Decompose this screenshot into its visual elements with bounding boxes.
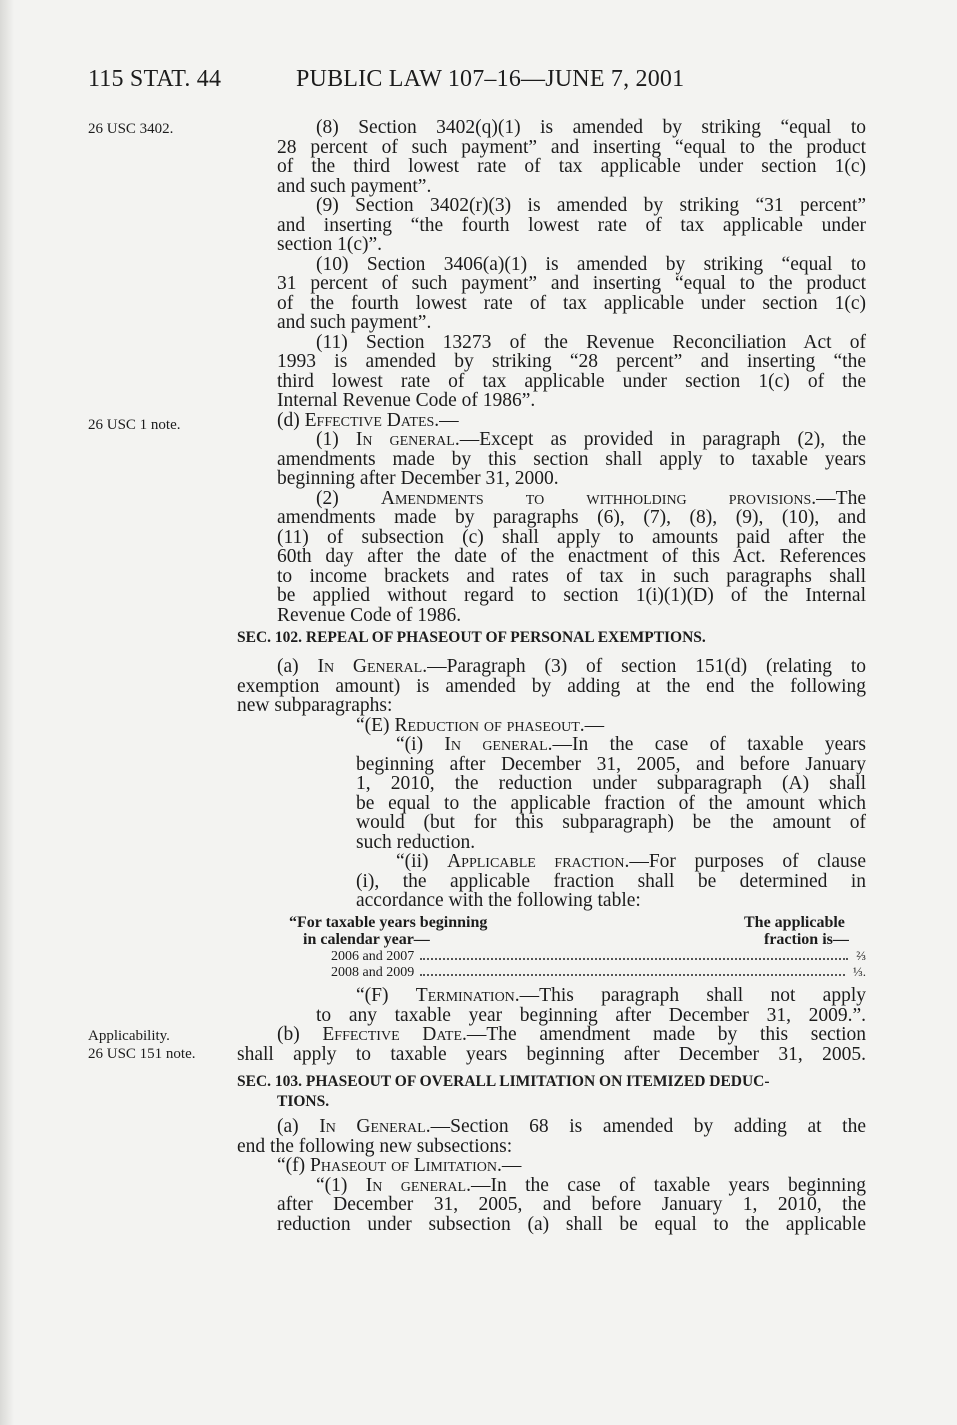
clause-text: .—In the case of taxable years [547, 734, 866, 755]
clause-i-line: beginning after December 31, 2005, and before January [356, 754, 866, 775]
paragraph-11-line: 1993 is amended by striking “28 percent” and inserting “the [277, 351, 866, 372]
clause-ii-line: (i), the applicable fraction shall be determined in [356, 871, 866, 892]
paragraph-10-line: and such payment”. [277, 312, 432, 333]
table-cell-fraction: ⅓. [853, 964, 866, 979]
paragraph-8-line: 28 percent of such payment” and inserting “equal to the product [277, 137, 866, 158]
paragraph-label: “(1) [316, 1175, 366, 1196]
paragraph-8-line: and such payment”. [277, 176, 432, 197]
paragraph-caption: In general [355, 429, 455, 450]
paragraph-d2-line: (11) of subsection (c) shall apply to amounts paid after the [277, 527, 866, 548]
subsection-caption: Effective Dates.— [304, 410, 459, 431]
margin-note-usc-1-note: 26 USC 1 note. [88, 417, 181, 433]
paragraph-8-line: of the third lowest rate of tax applicable under section 1(c) [277, 156, 866, 177]
subparagraph-label: “(F) [356, 985, 416, 1006]
subsection-caption: Effective Date [322, 1024, 463, 1045]
margin-note-usc-151-note: 26 USC 151 note. [88, 1046, 196, 1062]
paragraph-caption: In general [365, 1175, 467, 1196]
page-edge-shadow [0, 0, 14, 1425]
table-cell-years: 2006 and 2007 [331, 949, 415, 964]
table-col1-header: in calendar year— [303, 931, 430, 948]
paragraph-10-line: (10) Section 3406(a)(1) is amended by striking “equal to [316, 254, 866, 275]
subsection-caption: In General [317, 656, 423, 677]
clause-label: “(ii) [396, 851, 448, 872]
section-102-a-line: exemption amount) is amended by adding at the end the following [237, 676, 866, 697]
table-row [331, 964, 866, 981]
paragraph-9-line: (9) Section 3402(r)(3) is amended by striking “31 percent” [316, 195, 866, 216]
running-header: PUBLIC LAW 107–16—JUNE 7, 2001 [296, 66, 685, 92]
subsection-label: “(f) [277, 1155, 311, 1176]
paragraph-d1-line: beginning after December 31, 2000. [277, 468, 559, 489]
paragraph-text: .—Except as provided in paragraph (2), the [454, 429, 866, 450]
subparagraph-e-heading [356, 716, 604, 736]
dot-leader [420, 974, 845, 976]
subparagraph-text: .—This paragraph shall not apply [514, 985, 866, 1006]
paragraph-d2-line: Revenue Code of 1986. [277, 605, 462, 626]
paragraph-caption: Amendments to withholding provisions [380, 488, 812, 509]
subsection-f-heading [277, 1156, 521, 1176]
margin-note-usc-3402: 26 USC 3402. [88, 121, 174, 137]
table-cell-fraction: ⅔ [856, 948, 866, 963]
dot-leader [420, 958, 848, 960]
clause-i-line: such reduction. [356, 832, 476, 853]
paragraph-8-line: (8) Section 3402(q)(1) is amended by striking “equal to [316, 117, 866, 138]
section-102-heading: SEC. 102. REPEAL OF PHASEOUT OF PERSONAL EXEMPTIONS. [237, 629, 706, 646]
subsection-text: .—The amendment made by this section [462, 1024, 866, 1045]
section-103-heading: TIONS. [277, 1093, 330, 1110]
paragraph-d2-line: 60th day after the date of the enactment of this Act. References [277, 546, 866, 567]
clause-caption: In general [444, 734, 548, 755]
paragraph-d2-line: be applied without regard to section 1(i)(1)(D) of the Internal [277, 585, 866, 606]
subsection-caption: Phaseout of Limitation [310, 1155, 497, 1176]
subparagraph-label: “(E) [356, 715, 395, 736]
clause-label: “(i) [396, 734, 445, 755]
paragraph-text: .—The [811, 488, 866, 509]
paragraph-label: (2) [316, 488, 381, 509]
subsection-label: (a) [277, 656, 318, 677]
clause-i-line: 1, 2010, the reduction under subparagraph (A) shall [356, 773, 866, 794]
paragraph-text: .—In the case of taxable years beginning [466, 1175, 866, 1196]
paragraph-9-line: and inserting “the fourth lowest rate of tax applicable under [277, 215, 866, 236]
clause-i-line: would (but for this subparagraph) be the amount of [356, 812, 866, 833]
paragraph-9-line: section 1(c)”. [277, 234, 383, 255]
table-cell-years: 2008 and 2009 [331, 965, 415, 980]
subsection-f1-line: reduction under subsection (a) shall be equal to the applicable [277, 1214, 866, 1235]
table-col2-header: The applicable [744, 914, 845, 931]
table-col1-header: “For taxable years beginning [289, 914, 488, 931]
margin-note-applicability: Applicability. [88, 1028, 170, 1044]
subsection-caption: In General [319, 1116, 426, 1137]
clause-caption: Applicable fraction [447, 851, 625, 872]
clause-i-line: be equal to the applicable fraction of the amount which [356, 793, 866, 814]
page-number: 115 STAT. 44 [88, 66, 222, 92]
subparagraph-f-line: to any taxable year beginning after December 31, 2009.”. [316, 1005, 866, 1026]
subsection-text: .—Paragraph (3) of section 151(d) (relating to [422, 656, 866, 677]
paragraph-d1-line: amendments made by this section shall apply to taxable years [277, 449, 866, 470]
section-103-a-line: end the following new subsections: [237, 1136, 513, 1157]
paragraph-11-line: Internal Revenue Code of 1986”. [277, 390, 536, 411]
table-col2-header: fraction is— [764, 931, 849, 948]
subparagraph-caption: Termination [415, 985, 515, 1006]
subparagraph-caption: Reduction of phaseout [394, 715, 580, 736]
subsection-f1-line: after December 31, 2005, and before January 1, 2010, the [277, 1194, 866, 1215]
subsection-dash: .— [496, 1155, 522, 1176]
paragraph-d2-line: amendments made by paragraphs (6), (7), (8), (9), (10), and [277, 507, 866, 528]
clause-ii-line: accordance with the following table: [356, 890, 641, 911]
subparagraph-dash: .— [579, 715, 605, 736]
subsection-text: .—Section 68 is amended by adding at the [425, 1116, 866, 1137]
paragraph-11-line: (11) Section 13273 of the Revenue Reconciliation Act of [316, 332, 866, 353]
subsection-label: (b) [277, 1024, 323, 1045]
paragraph-d2-line: to income brackets and rates of tax in such paragraphs shall [277, 566, 866, 587]
paragraph-11-line: third lowest rate of tax applicable under section 1(c) of the [277, 371, 866, 392]
clause-text: .—For purposes of clause [624, 851, 866, 872]
subsection-d-heading [277, 411, 459, 431]
subsection-label: (a) [277, 1116, 320, 1137]
paragraph-10-line: 31 percent of such payment” and inserting “equal to the product [277, 273, 866, 294]
paragraph-label: (1) [316, 429, 356, 450]
paragraph-10-line: of the fourth lowest rate of tax applicable under section 1(c) [277, 293, 866, 314]
section-102-b-line: shall apply to taxable years beginning after December 31, 2005. [237, 1044, 866, 1065]
section-102-a-line: new subparagraphs: [237, 695, 393, 716]
section-103-heading: SEC. 103. PHASEOUT OF OVERALL LIMITATION ON ITEMIZED DEDUC- [237, 1073, 770, 1090]
table-row [331, 948, 866, 965]
subsection-label: (d) [277, 410, 305, 431]
